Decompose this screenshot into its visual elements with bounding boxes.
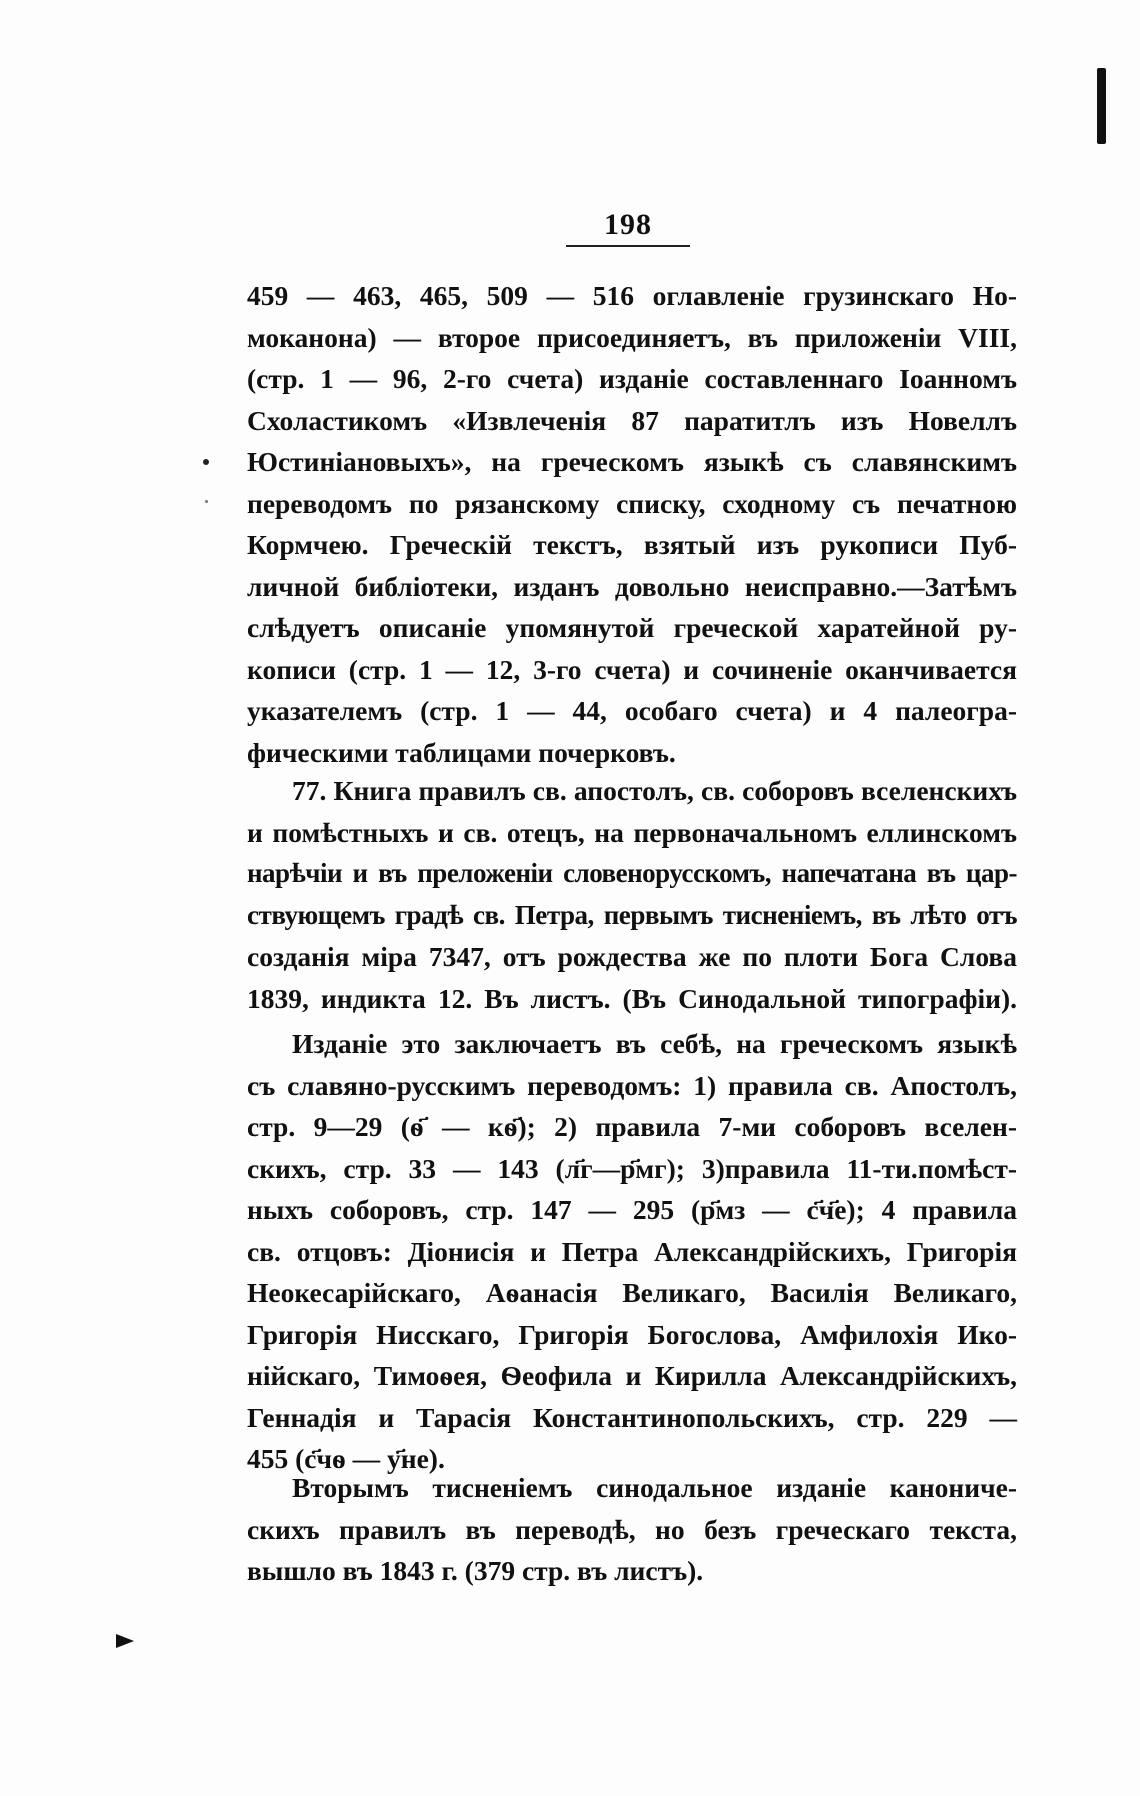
margin-speck bbox=[205, 500, 208, 503]
text-line: Неокесарійскаго, Аѳанасія Великаго, Василія Великаго, bbox=[247, 1277, 1017, 1308]
text-line: нарѣчіи и въ преложеніи словенорусскомъ, напечатана въ цар- bbox=[247, 858, 1017, 888]
text-line: личной библіотеки, изданъ довольно неисправно.—Затѣмъ bbox=[247, 570, 1017, 602]
text-line: нійскаго, Тимоѳея, Ѳеофила и Кирилла Александрійскихъ, bbox=[247, 1360, 1017, 1391]
text-line: 455 (с҃чѳ — у҃не). bbox=[247, 1443, 445, 1474]
text-line: стр. 9—29 (ѳ҃ — кѳ҃); 2) правила 7-ми соборовъ вселен- bbox=[247, 1111, 1017, 1142]
paragraph-3 bbox=[247, 1023, 1017, 1480]
text-line: скихъ, стр. 33 — 143 (л҃г—р҃мг); 3)правила 11-ти.помѣст- bbox=[247, 1152, 1017, 1184]
margin-arrow-icon bbox=[116, 1634, 134, 1648]
text-line: (стр. 1 — 96, 2-го счета) изданіе составленнаго Іоанномъ bbox=[247, 363, 1017, 394]
text-line: Вторымъ тисненіемъ синодальное изданіе канониче- bbox=[292, 1472, 1017, 1503]
text-line: слѣдуетъ описанie упомянутой греческой харатейной ру- bbox=[247, 612, 1017, 643]
edge-scan-mark-tail bbox=[1099, 118, 1102, 144]
text-line: 77. Книга правилъ св. апостолъ, св. соборовъ вселенскихъ bbox=[292, 775, 1017, 806]
text-line: фическими таблицами почерковъ. bbox=[247, 736, 676, 768]
text-line: моканона) — второе присоединяетъ, въ приложеніи VIII, bbox=[247, 321, 1017, 353]
text-line: и помѣстныхъ и св. отецъ, на первоначальномъ еллинскомъ bbox=[247, 816, 1017, 848]
paragraph-1 bbox=[247, 275, 1017, 773]
text-line: 1839, индикта 12. Въ листъ. (Въ Синодальной типографіи). bbox=[247, 982, 1017, 1014]
text-line: съ славяно-русскимъ переводомъ: 1) правила св. Апостолъ, bbox=[247, 1069, 1017, 1101]
text-line: св. отцовъ: Діонисія и Петра Александрійскихъ, Григорія bbox=[247, 1235, 1017, 1267]
text-line: кописи (стр. 1 — 12, 3-го счета) и сочиненіе оканчивается bbox=[247, 653, 1017, 685]
text-line: Григорія Нисскаго, Григорія Богослова, Амфилохія Ико- bbox=[247, 1318, 1017, 1350]
text-line: скихъ правилъ въ переводѣ, но безъ греческаго текста, bbox=[247, 1513, 1017, 1545]
text-line: ствующемъ градѣ св. Петра, первымъ тисненіемъ, въ лѣто отъ bbox=[247, 899, 1017, 930]
text-line: Геннадія и Тарасія Константинопольскихъ, стр. 229 — bbox=[247, 1401, 1017, 1433]
text-line: переводомъ по рязанскому списку, сходному съ печатною bbox=[247, 487, 1017, 519]
text-line: созданія міра 7347, отъ рождества же по плоти Бога Слова bbox=[247, 941, 1017, 972]
margin-mark bbox=[203, 459, 209, 465]
text-line: 459 — 463, 465, 509 — 516 оглавленіе грузинскаго Но- bbox=[247, 280, 1017, 311]
page-number: 198 bbox=[604, 208, 652, 241]
text-line: Схоластикомъ «Извлеченія 87 паратитлъ изъ Новеллъ bbox=[247, 404, 1017, 436]
text-line: Юстиніановыхъ», на греческомъ языкѣ съ славянскимъ bbox=[247, 446, 1017, 477]
text-line: ныхъ соборовъ, стр. 147 — 295 (р҃мз — с҃ч҃е); 4 правила bbox=[247, 1194, 1017, 1225]
paragraph-4 bbox=[247, 1467, 1017, 1592]
text-line: вышло въ 1843 г. (379 стр. въ листъ). bbox=[247, 1555, 704, 1586]
header-rule bbox=[566, 245, 690, 247]
text-line: Изданіе это заключаетъ въ себѣ, на греческомъ языкѣ bbox=[292, 1028, 1017, 1059]
text-line: указателемъ (стр. 1 — 44, особаго счета) и 4 палеогра- bbox=[247, 695, 1017, 726]
text-line: Кормчею. Греческій текстъ, взятый изъ рукописи Пуб- bbox=[247, 529, 1017, 560]
paragraph-2-entry-77 bbox=[247, 770, 1017, 1019]
